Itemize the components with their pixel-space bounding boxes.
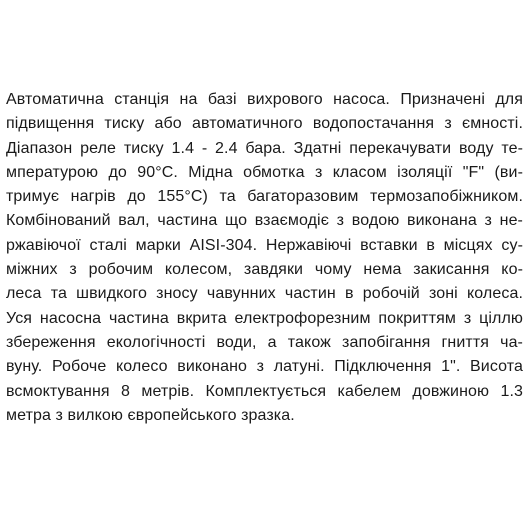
product-description <box>6 88 523 428</box>
description-line: ржавіючої сталі марки AISI-304. Нержавіючі вставки в місцях су- <box>6 236 523 254</box>
description-line: Діапазон реле тиску 1.4 - 2.4 бара. Здатні перекачувати воду те- <box>6 139 523 157</box>
description-line: міжних з робочим колесом, завдяки чому нема закисання ко- <box>6 261 523 279</box>
description-line: підвищення тиску або автоматичного водопостачання з ємності. <box>6 115 523 133</box>
description-line: вуну. Робоче колесо виконано з латуні. Підключення 1". Висота <box>6 358 523 376</box>
description-line: Автоматична станція на базі вихрового насоса. Призначені для <box>6 91 523 108</box>
description-line: леса та швидкого зносу чавунних частин в робочій зоні колеса. <box>6 285 523 303</box>
description-line: тримує нагрів до 155°C) та багаторазовим термозапобіжником. <box>6 188 523 206</box>
description-line: Комбінований вал, частина що взаємодіє з водою виконана з не- <box>6 212 523 230</box>
description-line: всмоктування 8 метрів. Комплектується кабелем довжиною 1.3 <box>6 382 523 400</box>
description-line: збереження екологічності води, а також запобігання гниття ча- <box>6 333 523 351</box>
description-line: метра з вилкою європейського зразка. <box>6 406 295 424</box>
description-line: мпературою до 90°C. Мідна обмотка з класом ізоляції "F" (ви- <box>6 163 523 181</box>
description-line: Уся насосна частина вкрита електрофорезним покриттям з ціллю <box>6 309 523 327</box>
